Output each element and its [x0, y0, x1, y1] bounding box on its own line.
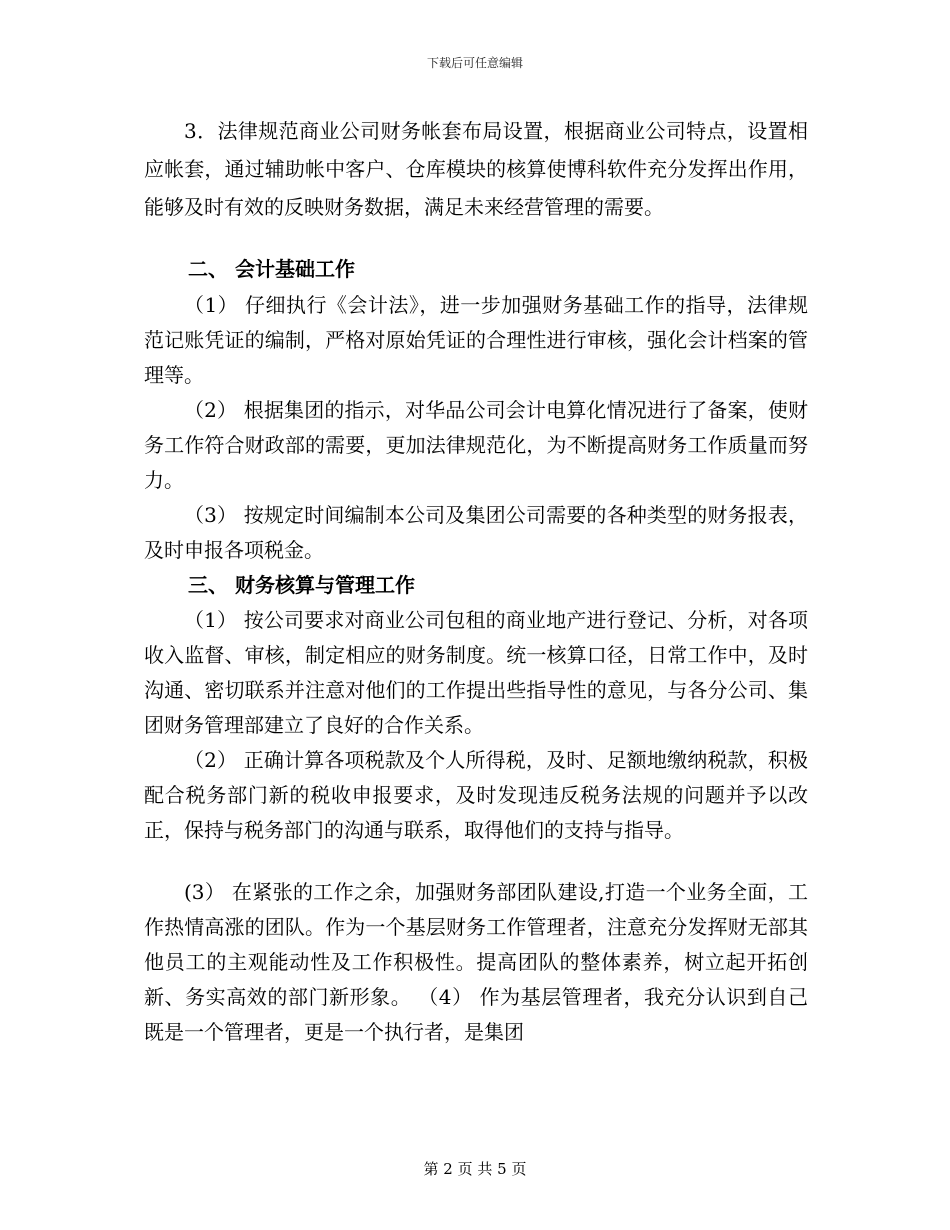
paragraph-basics-2: （2） 根据集团的指示，对华品公司会计电算化情况进行了备案，使财务工作符合财政部的需要，更加法律规范化，为不断提高财务工作质量而努力。 — [144, 398, 808, 492]
page-header: 下载后可任意编辑 — [426, 56, 523, 70]
document-body — [144, 112, 808, 1050]
paragraph-accounting-setup: 3．法律规范商业公司财务帐套布局设置，根据商业公司特点，设置相应帐套，通过辅助帐中客户、仓库模块的核算使博科软件充分发挥出作用，能够及时有效的反映财务数据，满足未来经营管理的需要。 — [144, 119, 808, 219]
section-heading-accounting-basics: 二、 会计基础工作 — [188, 257, 355, 281]
paragraph-management-1: （1） 按公司要求对商业公司包租的商业地产进行登记、分析，对各项收入监督、审核，制定相应的财务制度。统一核算口径，日常工作中，及时沟通、密切联系并注意对他们的工作提出些指导性的意见，与各分公司、集团财务管理部建立了良好的合作关系。 — [144, 608, 808, 737]
paragraph-basics-3: （3） 按规定时间编制本公司及集团公司需要的各种类型的财务报表，及时申报各项税金。 — [144, 503, 808, 562]
section-heading-accounting-management: 三、 财务核算与管理工作 — [188, 573, 415, 597]
paragraph-management-2: （2） 正确计算各项税款及个人所得税，及时、足额地缴纳税款，积极配合税务部门新的税收申报要求，及时发现违反税务法规的问题并予以改正，保持与税务部门的沟通与联系，取得他们的支持与指导。 — [144, 748, 808, 842]
page-number: 第 2 页 共 5 页 — [423, 1160, 527, 1178]
paragraph-basics-1: （1） 仔细执行《会计法》，进一步加强财务基础工作的指导，法律规范记账凭证的编制，严格对原始凭证的合理性进行审核，强化会计档案的管理等。 — [144, 293, 808, 387]
paragraph-management-3: (3） 在紧张的工作之余，加强财务部团队建设,打造一个业务全面，工作热情高涨的团队。作为一个基层财务工作管理者，注意充分发挥财无部其他员工的主观能动性及工作积极性。提高团队的整体素养，树立起开拓创新、务实高效的部门新形象。 （4） 作为基层管理者，我充分认识到自己既是一个管理者，更是一个执行者，是集团 — [144, 880, 808, 1044]
